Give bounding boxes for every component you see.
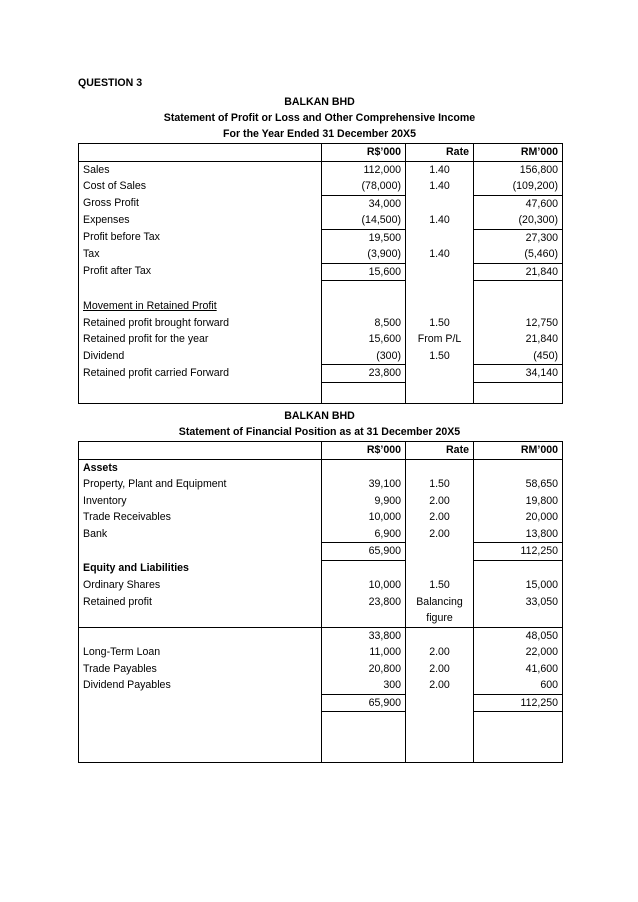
fp-cell-local: 600 [474,677,563,694]
pl-cell-foreign: (14,500) [322,212,406,229]
pl-cell-rate: 1.40 [406,161,474,178]
pl-cell-label: Profit before Tax [79,229,322,246]
pl-cell-local: 12,750 [474,315,563,332]
fp-cell-local [474,459,563,476]
pl-cell-foreign: 112,000 [322,161,406,178]
pl-row [79,161,563,178]
fp-cell-label [79,627,322,644]
profit-loss-table [78,143,563,404]
fp-cell-foreign: 9,900 [322,493,406,510]
fp-cell-local [474,730,563,763]
pl-row [79,195,563,212]
fp-row [79,661,563,678]
pl-cell-foreign [322,298,406,315]
fp-cell-rate [406,543,474,561]
fp-cell-rate: 1.50 [406,577,474,594]
fp-cell-foreign: 300 [322,677,406,694]
pl-cell-local: (20,300) [474,212,563,229]
fp-cell-local: 58,650 [474,476,563,493]
fp-cell-label: Dividend Payables [79,677,322,694]
fp-row [79,543,563,561]
pl-cell-label: Retained profit carried Forward [79,365,322,383]
fp-cell-label: Trade Receivables [79,509,322,526]
pl-cell-local: 27,300 [474,229,563,246]
pl-cell-local: 47,600 [474,195,563,212]
question-title: QUESTION 3 [78,77,143,89]
pl-cell-local: 156,800 [474,161,563,178]
fp-cell-local: 33,050 [474,594,563,611]
fp-cell-local: 112,250 [474,543,563,561]
fp-cell-foreign: 65,900 [322,543,406,561]
fp-row [79,644,563,661]
fp-cell-rate [406,627,474,644]
fp-cell-foreign: 65,900 [322,694,406,712]
fp-cell-foreign [322,459,406,476]
pl-row [79,229,563,246]
pl-cell-label: Cost of Sales [79,178,322,195]
fp-cell-rate [406,560,474,577]
fp-row [79,730,563,763]
pl-cell-local: 34,140 [474,365,563,383]
fp-row [79,577,563,594]
fp-cell-local: 20,000 [474,509,563,526]
fp-cell-rate: 1.50 [406,476,474,493]
pl-header-foreign: R$’000 [322,144,406,162]
fp-cell-foreign: 10,000 [322,577,406,594]
fp-cell-rate: 2.00 [406,509,474,526]
fp-row [79,459,563,476]
fp-cell-label: Retained profit [79,594,322,611]
section-heading: Movement in Retained Profit [83,300,217,312]
fp-cell-foreign: 23,800 [322,594,406,611]
pl-period: For the Year Ended 31 December 20X5 [223,128,416,140]
fp-cell-foreign: 10,000 [322,509,406,526]
pl-company-name: BALKAN BHD [284,96,355,108]
fp-cell-foreign [322,610,406,627]
fp-row [79,493,563,510]
fp-header-label [79,442,322,460]
fp-cell-local [474,560,563,577]
pl-row [79,246,563,263]
pl-cell-local: (5,460) [474,246,563,263]
fp-cell-local: 48,050 [474,627,563,644]
pl-cell-label: Tax [79,246,322,263]
fp-cell-label [79,730,322,763]
fp-cell-foreign: 39,100 [322,476,406,493]
fp-cell-rate: 2.00 [406,644,474,661]
pl-header-local: RM’000 [474,144,563,162]
fp-header-foreign: R$’000 [322,442,406,460]
fp-cell-local: 22,000 [474,644,563,661]
pl-cell-label: Retained profit brought forward [79,315,322,332]
pl-cell-label: Expenses [79,212,322,229]
pl-cell-rate [406,281,474,299]
pl-cell-rate: 1.40 [406,212,474,229]
fp-row [79,677,563,694]
fp-cell-label: Inventory [79,493,322,510]
pl-cell-foreign: 8,500 [322,315,406,332]
pl-cell-rate [406,298,474,315]
fp-cell-rate: 2.00 [406,677,474,694]
pl-cell-foreign [322,382,406,403]
pl-header-label [79,144,322,162]
pl-cell-local [474,281,563,299]
pl-cell-foreign: 34,000 [322,195,406,212]
fp-cell-rate [406,712,474,731]
fp-cell-label: Long-Term Loan [79,644,322,661]
pl-cell-local [474,298,563,315]
pl-cell-rate [406,195,474,212]
fp-cell-label [79,694,322,712]
pl-cell-label: Sales [79,161,322,178]
pl-cell-foreign: 23,800 [322,365,406,383]
pl-cell-rate [406,382,474,403]
fp-statement-title: Statement of Financial Position as at 31 December 20X5 [178,426,461,438]
pl-cell-local: (109,200) [474,178,563,195]
fp-header-row [79,442,563,460]
pl-cell-rate [406,229,474,246]
fp-row [79,560,563,577]
pl-cell-local [474,382,563,403]
pl-row [79,281,563,299]
fp-row [79,712,563,731]
fp-row [79,526,563,543]
fp-cell-local: 41,600 [474,661,563,678]
pl-cell-local: 21,840 [474,263,563,281]
fp-cell-local: 112,250 [474,694,563,712]
fp-cell-label: Property, Plant and Equipment [79,476,322,493]
pl-cell-rate [406,365,474,383]
fp-cell-rate: 2.00 [406,493,474,510]
pl-row [79,212,563,229]
fp-cell-foreign: 20,800 [322,661,406,678]
fp-cell-rate [406,459,474,476]
fp-cell-rate: Balancing [406,594,474,611]
fp-row [79,476,563,493]
pl-cell-rate: 1.50 [406,348,474,365]
pl-statement-title: Statement of Profit or Loss and Other Comprehensive Income [163,112,476,124]
fp-company-name: BALKAN BHD [284,410,355,422]
pl-cell-rate: 1.40 [406,178,474,195]
fp-cell-foreign [322,730,406,763]
pl-cell-label [79,298,322,315]
pl-cell-rate [406,263,474,281]
fp-cell-local: 13,800 [474,526,563,543]
fp-cell-label [79,610,322,627]
pl-cell-rate: From P/L [406,331,474,348]
fp-cell-local [474,712,563,731]
pl-cell-foreign: 15,600 [322,331,406,348]
fp-row [79,610,563,627]
pl-cell-foreign [322,281,406,299]
fp-cell-local: 19,800 [474,493,563,510]
pl-cell-local: 21,840 [474,331,563,348]
fp-cell-rate: 2.00 [406,661,474,678]
fp-cell-rate [406,694,474,712]
pl-cell-label [79,382,322,403]
fp-cell-label: Assets [79,459,322,476]
fp-cell-foreign [322,560,406,577]
pl-cell-foreign: (3,900) [322,246,406,263]
pl-row [79,348,563,365]
fp-row [79,509,563,526]
fp-cell-label: Bank [79,526,322,543]
pl-row [79,263,563,281]
pl-cell-rate: 1.50 [406,315,474,332]
pl-row [79,382,563,403]
pl-cell-local: (450) [474,348,563,365]
fp-cell-label: Trade Payables [79,661,322,678]
fp-cell-foreign: 6,900 [322,526,406,543]
fp-cell-rate [406,730,474,763]
pl-cell-foreign: (300) [322,348,406,365]
fp-cell-foreign [322,712,406,731]
fp-cell-foreign: 33,800 [322,627,406,644]
pl-cell-label: Profit after Tax [79,263,322,281]
fp-row [79,594,563,611]
pl-row [79,331,563,348]
fp-row [79,694,563,712]
pl-row [79,365,563,383]
fp-cell-label: Ordinary Shares [79,577,322,594]
pl-header-row [79,144,563,162]
fp-cell-label [79,543,322,561]
fp-cell-rate: figure [406,610,474,627]
pl-row [79,315,563,332]
pl-cell-foreign: (78,000) [322,178,406,195]
pl-row [79,298,563,315]
pl-cell-label: Gross Profit [79,195,322,212]
financial-position-table [78,441,563,763]
pl-cell-label: Dividend [79,348,322,365]
fp-header-rate: Rate [406,442,474,460]
fp-header-local: RM’000 [474,442,563,460]
pl-cell-foreign: 19,500 [322,229,406,246]
fp-cell-local: 15,000 [474,577,563,594]
fp-cell-label: Equity and Liabilities [79,560,322,577]
pl-cell-label [79,281,322,299]
pl-header-rate: Rate [406,144,474,162]
fp-cell-rate: 2.00 [406,526,474,543]
fp-cell-foreign: 11,000 [322,644,406,661]
pl-cell-foreign: 15,600 [322,263,406,281]
fp-cell-label [79,712,322,731]
pl-cell-label: Retained profit for the year [79,331,322,348]
fp-row [79,627,563,644]
pl-cell-rate: 1.40 [406,246,474,263]
pl-row [79,178,563,195]
fp-cell-local [474,610,563,627]
